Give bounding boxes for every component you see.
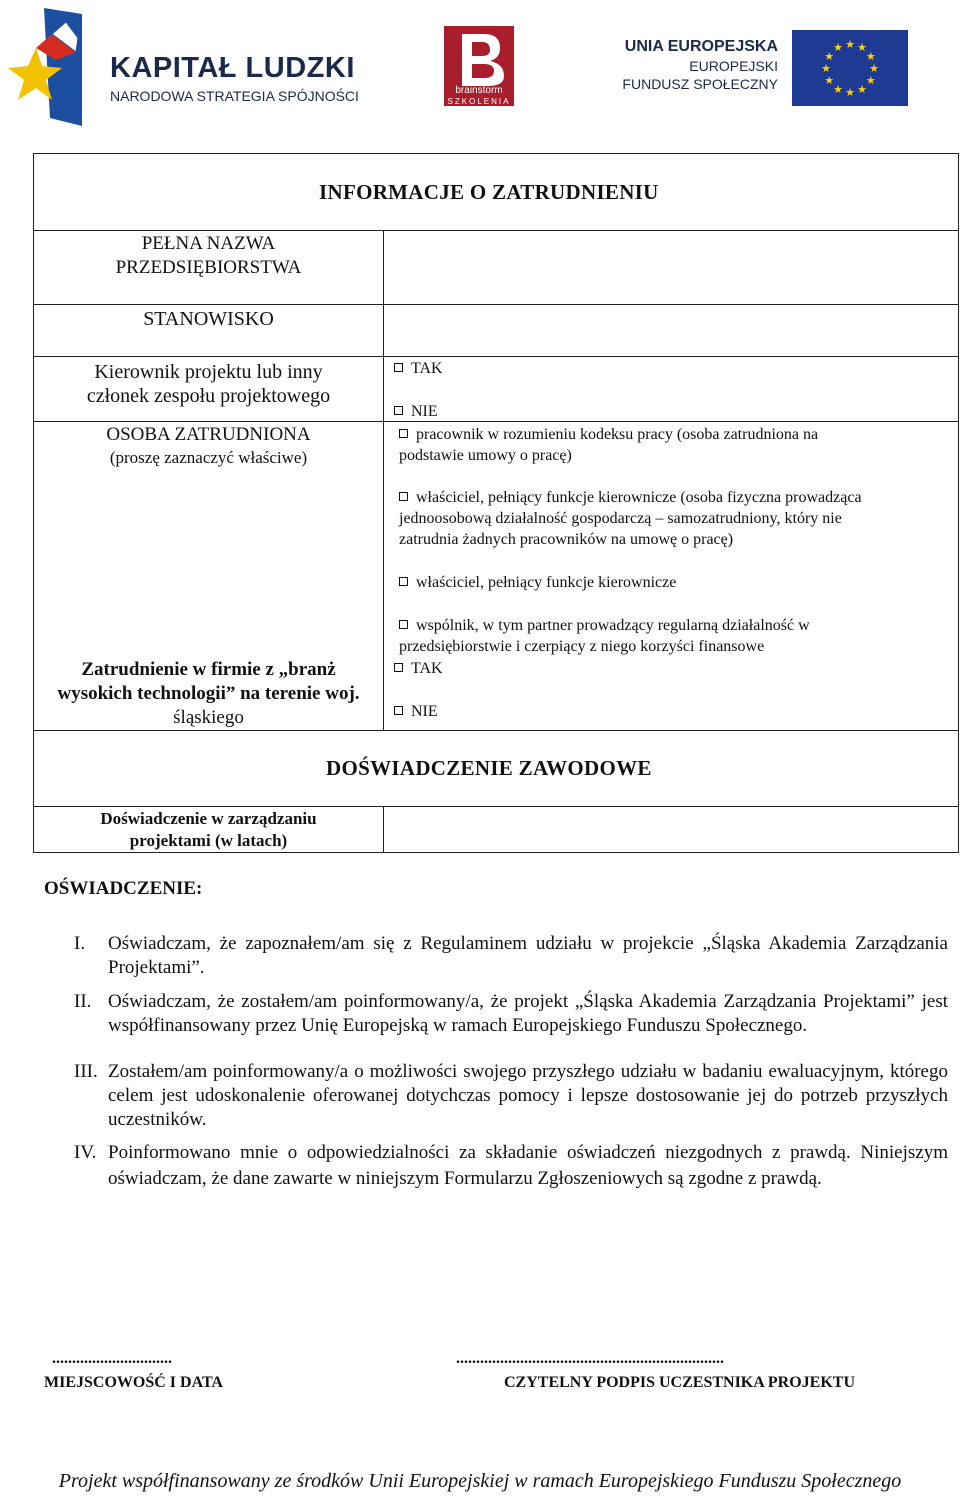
eu-star-icon: ★: [865, 75, 876, 87]
kapital-ludzki-logo: [6, 8, 386, 126]
company-label-line-2: PRZEDSIĘBIORSTWA: [115, 257, 302, 278]
company-value-cell[interactable]: [383, 230, 959, 305]
hightech-option-tak[interactable]: TAK: [394, 658, 443, 679]
employment-section-title: INFORMACJE O ZATRUDNIENIU: [319, 180, 659, 204]
eu-star-icon: ★: [833, 42, 843, 55]
eu-line-2: EUROPEJSKI: [689, 58, 778, 74]
employed-option-owner[interactable]: właściciel, pełniący funkcje kierownicze: [399, 572, 947, 593]
pm-experience-label: [33, 808, 384, 852]
employed-option-partner[interactable]: wspólnik, w tym partner prowadzący regularną działalność w przedsiębiorstwie i czerpiący z niego korzyści finansowe: [399, 617, 810, 655]
pm-experience-label-line-2: projektami (w latach): [129, 831, 288, 850]
eu-star-icon: ★: [845, 87, 855, 99]
checkbox-icon[interactable]: [399, 429, 408, 438]
company-label: [33, 232, 384, 280]
eu-star-icon: ★: [869, 63, 879, 75]
employed-label-line-2: (proszę zaznaczyć właściwe): [109, 448, 308, 467]
manager-label: [33, 360, 384, 408]
brainstorm-subtitle: SZKOLENIA: [447, 97, 511, 106]
manager-options-cell: [383, 356, 959, 422]
checkbox-icon[interactable]: [399, 577, 408, 586]
declarations-heading: OŚWIADCZENIE:: [44, 878, 203, 899]
manager-option-nie[interactable]: NIE: [394, 401, 438, 422]
eu-logo: [618, 30, 908, 110]
checkbox-icon[interactable]: [394, 663, 403, 672]
checkbox-icon[interactable]: [394, 406, 403, 415]
experience-section-title: DOŚWIADCZENIE ZAWODOWE: [326, 756, 652, 780]
brainstorm-name: brainstorm: [455, 85, 503, 96]
employed-label: [33, 423, 384, 469]
checkbox-icon[interactable]: [399, 492, 408, 501]
company-label-line-1: PEŁNA NAZWA: [141, 233, 276, 254]
declaration-item: III. Zostałem/am poinformowany/a o możliwości swojego przyszłego udziału w badaniu ewaluacyjnym, którego celem jest udoskonalenie oferowanej dotychczas pomocy i lepsze dostosowanie jej do potrzeb przyszłych uczestników.: [74, 1061, 948, 1130]
hightech-label-line-1: Zatrudnienie w firmie z „branż: [81, 659, 336, 680]
checkbox-icon[interactable]: [399, 620, 408, 629]
eu-line-1: UNIA EUROPEJSKA: [624, 38, 778, 55]
hightech-label: [33, 658, 384, 730]
kapital-ludzki-subtitle: NARODOWA STRATEGIA SPÓJNOŚCI: [110, 88, 359, 104]
eu-star-icon: ★: [857, 42, 867, 55]
footer-note: Projekt współfinansowany ze środków Unii Europejskiej w ramach Europejskiego Funduszu Społecznego: [58, 1470, 902, 1492]
declaration-item: I. Oświadczam, że zapoznałem/am się z Regulaminem udziału w projekcie „Śląska Akademia Zarządzania Projektami”.: [74, 933, 948, 978]
eu-star-icon: ★: [865, 51, 876, 63]
brainstorm-logo: [444, 26, 514, 106]
manager-label-line-1: Kierownik projektu lub inny: [94, 361, 323, 383]
hightech-label-line-3: śląskiego: [173, 707, 244, 728]
eu-flag-icon: [792, 30, 908, 106]
checkbox-icon[interactable]: [394, 706, 403, 715]
eu-star-icon: ★: [857, 83, 867, 96]
place-date-line[interactable]: ..............................: [52, 1350, 172, 1367]
position-label: STANOWISKO: [143, 308, 274, 330]
eu-line-3: FUNDUSZ SPOŁECZNY: [622, 76, 778, 92]
employed-label-line-1: OSOBA ZATRUDNIONA: [106, 424, 311, 445]
position-value-cell[interactable]: [383, 304, 959, 357]
eu-star-icon: ★: [833, 83, 843, 96]
employed-option-self-employed[interactable]: właściciel, pełniący funkcje kierownicze (osoba fizyczna prowadząca jednoosobową działalność gospodarczą – samozatrudniony, który nie zatrudnia żadnych pracowników na umowę o pracę): [399, 489, 862, 548]
employed-option-employee[interactable]: pracownik w rozumieniu kodeksu pracy (osoba zatrudniona na podstawie umowy o pracę): [399, 426, 819, 464]
declaration-item: IV. Poinformowano mnie o odpowiedzialności za składanie oświadczeń niezgodnych z prawdą. Niniejszym oświadczam, że dane zawarte w niniejszym Formularzu Zgłoszeniowych są zgodne z prawdą.: [74, 1142, 948, 1189]
kapital-ludzki-title: KAPITAŁ LUDZKI: [110, 52, 355, 84]
hightech-option-nie[interactable]: NIE: [394, 701, 438, 722]
pm-experience-value-cell[interactable]: [383, 806, 959, 853]
hightech-label-line-2: wysokich technologii” na terenie woj.: [57, 683, 360, 704]
eu-star-icon: ★: [824, 75, 835, 87]
eu-star-icon: ★: [845, 39, 855, 51]
pm-experience-label-line-1: Doświadczenie w zarządzaniu: [100, 809, 317, 828]
manager-label-line-2: członek zespołu projektowego: [86, 385, 331, 407]
signature-label: CZYTELNY PODPIS UCZESTNIKA PROJEKTU: [504, 1374, 856, 1391]
place-date-label: MIEJSCOWOŚĆ I DATA: [44, 1374, 223, 1391]
kapital-ludzki-emblem-icon: [6, 8, 86, 126]
checkbox-icon[interactable]: [394, 363, 403, 372]
manager-option-tak[interactable]: TAK: [394, 358, 443, 379]
signature-line[interactable]: ...................................................................: [456, 1350, 724, 1367]
eu-star-icon: ★: [821, 63, 831, 75]
eu-star-icon: ★: [824, 51, 835, 63]
declaration-item: II. Oświadczam, że zostałem/am poinformowany/a, że projekt „Śląska Akademia Zarządzania Projektami” jest współfinansowany przez Unię Europejską w ramach Europejskiego Funduszu Społecznego.: [74, 991, 948, 1036]
